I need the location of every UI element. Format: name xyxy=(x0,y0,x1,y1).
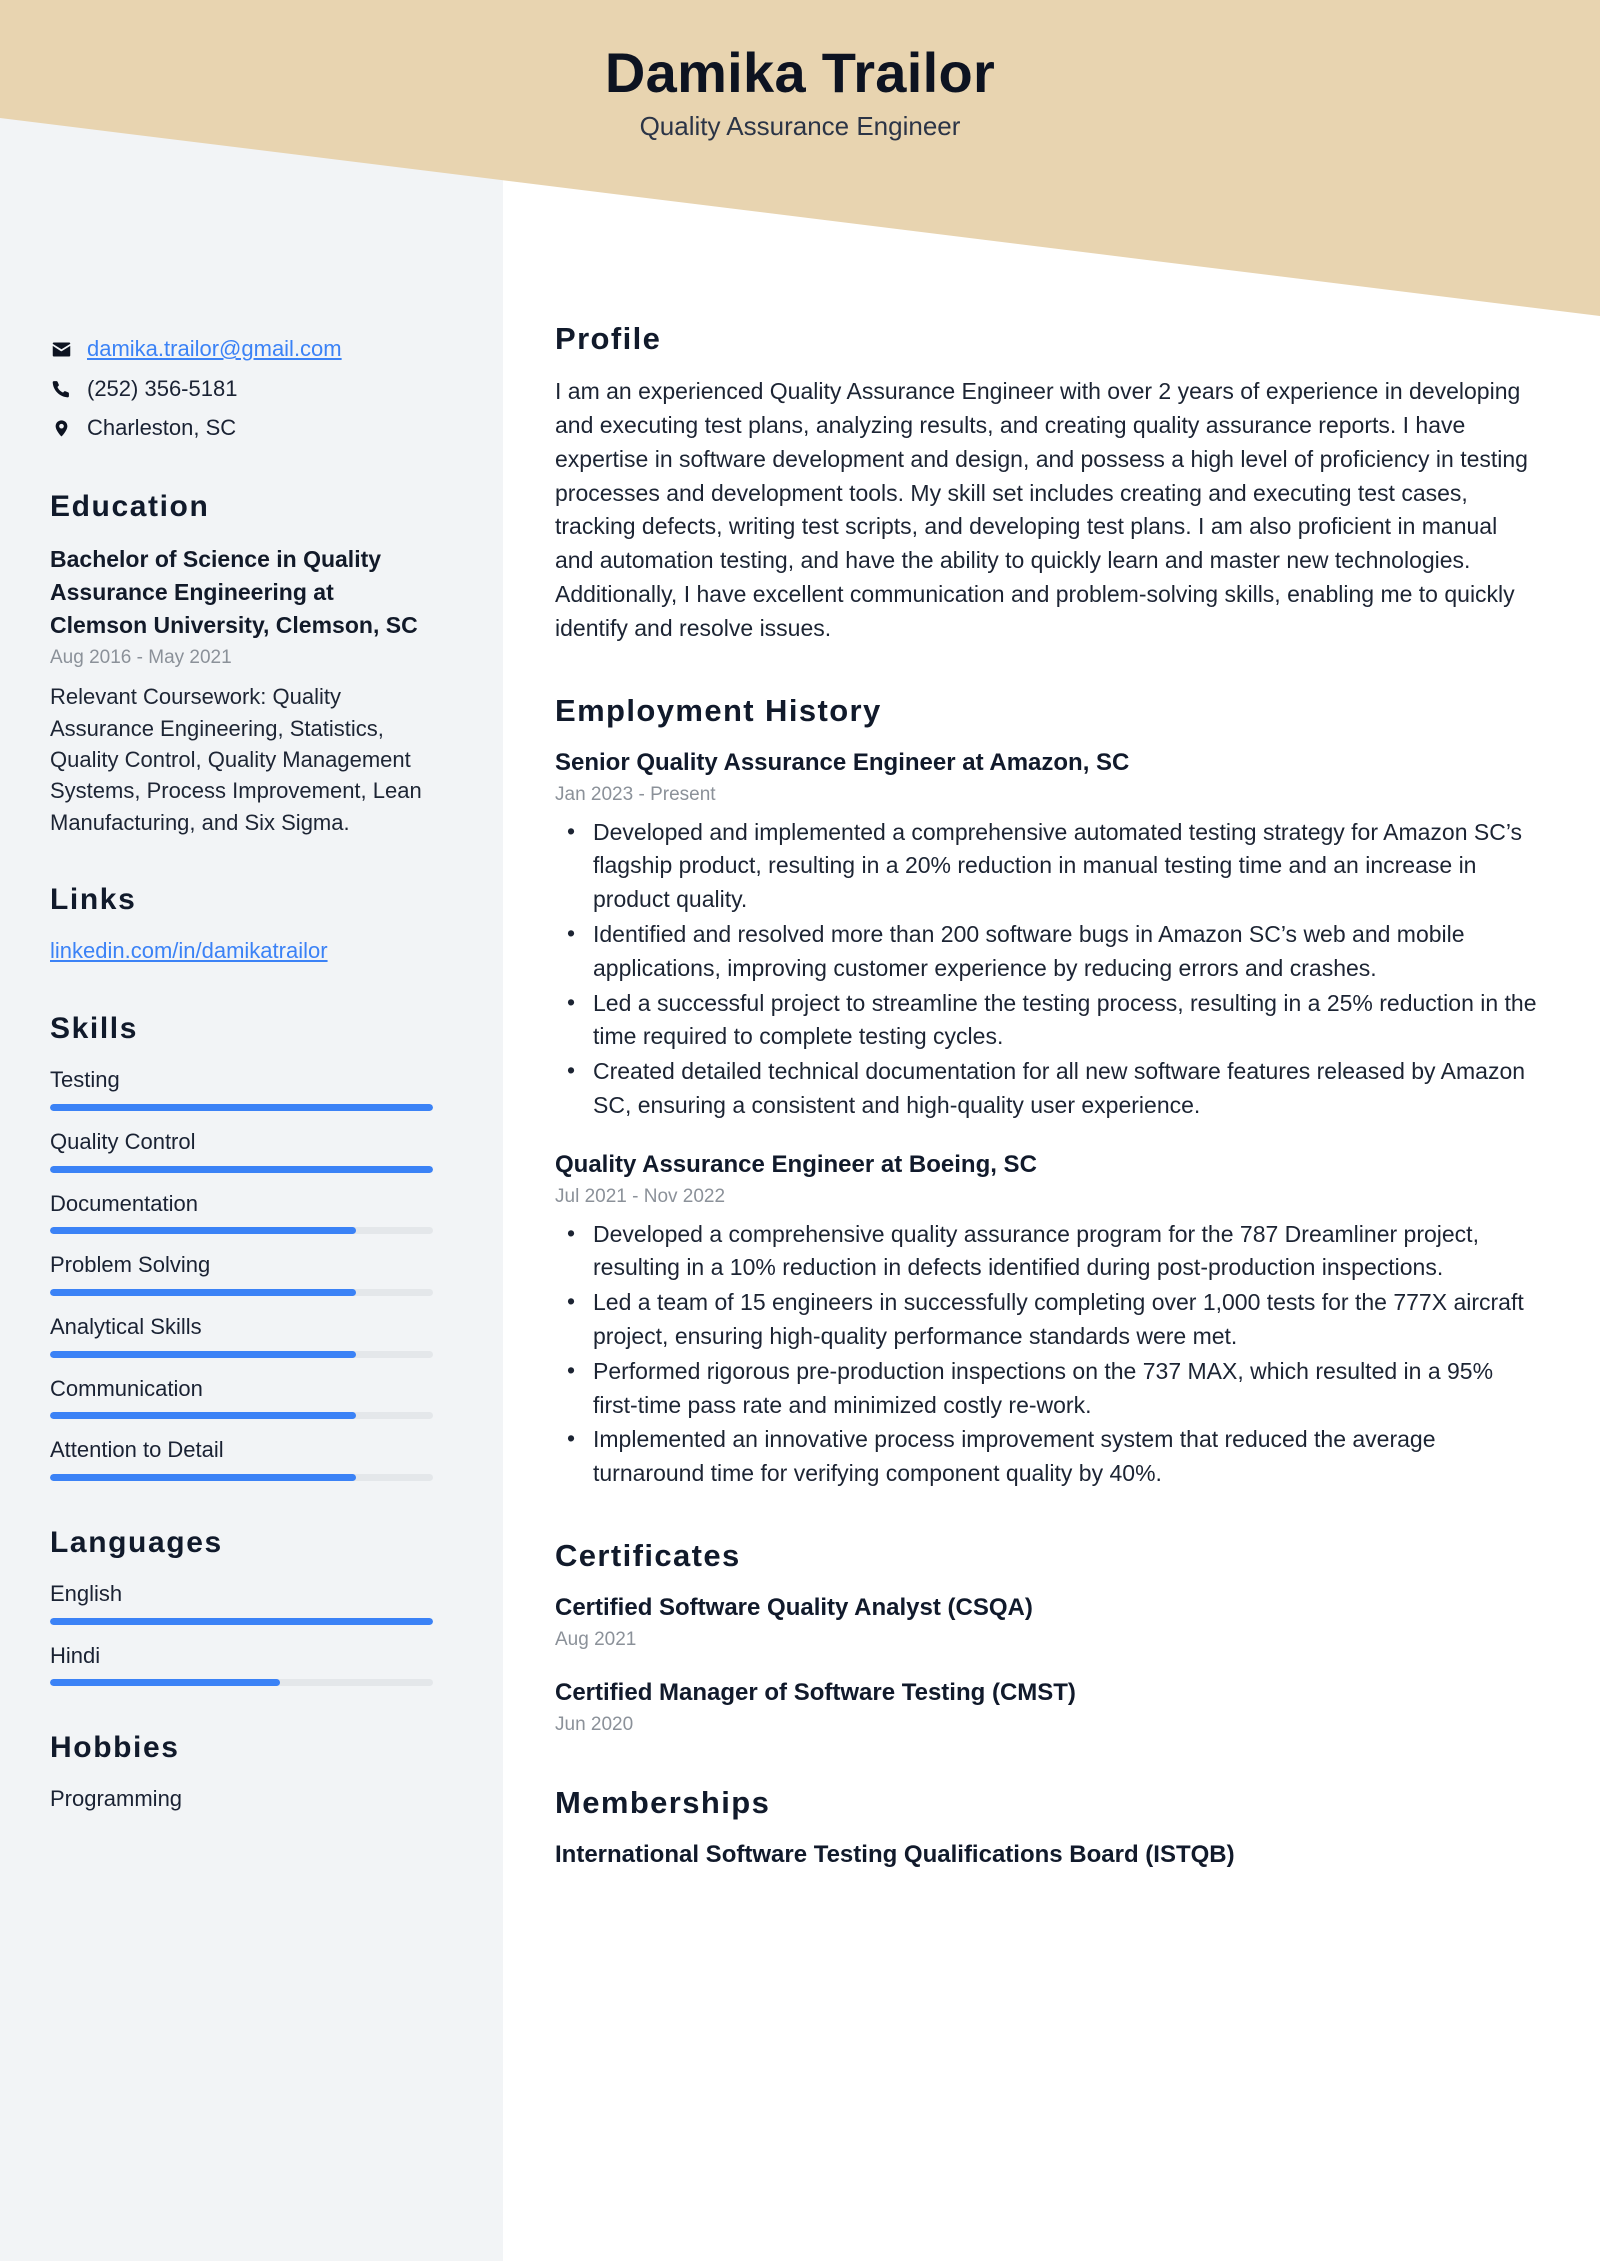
skill-label: Testing xyxy=(50,1067,120,1093)
page-title: Damika Trailor xyxy=(604,41,996,104)
employment-bullet: • Led a team of 15 engineers in successfully completing over 1,000 tests for the 777X aircraft project, ensuring high-quality performance standards were met. xyxy=(591,1286,1538,1354)
employment-entry-title: Quality Assurance Engineer at Boeing, SC xyxy=(555,1150,1037,1178)
section-hobbies xyxy=(50,1730,433,1815)
section-heading-education: Education xyxy=(50,489,210,523)
section-education xyxy=(50,489,433,839)
certificate-date: Aug 2021 xyxy=(555,1629,637,1651)
section-languages xyxy=(50,1525,433,1686)
employment-bullet: • Identified and resolved more than 200 software bugs in Amazon SC’s web and mobile applications, improving customer experience by reducing errors and crashes. xyxy=(591,918,1538,986)
skill-bar-fill xyxy=(50,1412,356,1419)
certificate-title: Certified Manager of Software Testing (CMST) xyxy=(555,1679,1076,1707)
skill-item xyxy=(50,1312,433,1358)
section-heading-links: Links xyxy=(50,883,137,917)
phone-value: (252) 356-5181 xyxy=(87,375,238,401)
main-content xyxy=(503,0,1600,1956)
certificate-entry xyxy=(555,1592,1538,1653)
employment-entry-date: Jul 2021 - Nov 2022 xyxy=(555,1185,726,1207)
skill-item xyxy=(50,1065,433,1111)
language-bar-track xyxy=(50,1618,433,1625)
skill-bar-track xyxy=(50,1412,433,1419)
profile-text: I am an experienced Quality Assurance Engineer with over 2 years of experience in developing and executing test plans, analyzing results, and creating quality assurance reports. I have expertise in software development and design, and possess a high level of proficiency in testing processes and development tools. My skill set includes creating and executing test cases, tracking defects, writing test scripts, and developing test plans. I am also proficient in manual and automation testing, and have the ability to quickly learn and master new technologies. Additionally, I have excellent communication and problem-solving skills, enabling me to quickly identify and resolve issues. xyxy=(555,378,1528,641)
section-heading-certificates: Certificates xyxy=(555,1538,741,1574)
contact-list xyxy=(50,335,433,443)
skill-item xyxy=(50,1127,433,1173)
contact-row-location xyxy=(50,414,433,443)
language-bar-track xyxy=(50,1679,433,1686)
skill-label: Communication xyxy=(50,1375,203,1401)
employment-bullet: • Performed rigorous pre-production inspections on the 737 MAX, which resulted in a 95% first-time pass rate and minimized costly re-work. xyxy=(591,1355,1538,1423)
skill-bar-track xyxy=(50,1227,433,1234)
envelope-icon xyxy=(50,338,72,360)
section-certificates xyxy=(555,1537,1538,1738)
skill-label: Problem Solving xyxy=(50,1252,211,1278)
skill-bar-fill xyxy=(50,1474,356,1481)
section-profile xyxy=(555,320,1538,646)
language-item xyxy=(50,1641,433,1687)
employment-entry-title: Senior Quality Assurance Engineer at Amazon, SC xyxy=(555,748,1130,776)
section-heading-employment: Employment History xyxy=(555,692,882,728)
contact-row-phone xyxy=(50,375,433,404)
employment-bullet: • Implemented an innovative process improvement system that reduced the average turnaround time for verifying component quality by 40%. xyxy=(591,1423,1538,1491)
language-bar-fill xyxy=(50,1679,280,1686)
section-heading-hobbies: Hobbies xyxy=(50,1731,180,1765)
section-employment-history xyxy=(555,692,1538,1491)
section-links xyxy=(50,882,433,967)
education-entry xyxy=(50,543,433,839)
language-label: Hindi xyxy=(50,1642,101,1668)
employment-bullet: • Led a successful project to streamline the testing process, resulting in a 25% reduction in the time required to complete testing cycles. xyxy=(591,987,1538,1055)
employment-bullet: • Developed a comprehensive quality assurance program for the 787 Dreamliner project, resulting in a 10% reduction in defects identified during post-production inspections. xyxy=(591,1218,1538,1286)
employment-bullet: • Developed and implemented a comprehensive automated testing strategy for Amazon SC’s flagship product, resulting in a 20% reduction in manual testing time and an increase in product quality. xyxy=(591,816,1538,917)
skill-label: Documentation xyxy=(50,1190,198,1216)
language-label: English xyxy=(50,1580,123,1606)
skill-label: Quality Control xyxy=(50,1128,196,1154)
education-entry-date: Aug 2016 - May 2021 xyxy=(50,647,232,669)
membership-title: International Software Testing Qualifications Board (ISTQB) xyxy=(555,1841,1235,1869)
employment-entry xyxy=(555,1149,1538,1491)
phone-icon xyxy=(50,378,72,400)
skill-bar-track xyxy=(50,1166,433,1173)
employment-entry xyxy=(555,747,1538,1123)
skill-label: Analytical Skills xyxy=(50,1313,202,1339)
employment-entry-date: Jan 2023 - Present xyxy=(555,783,716,805)
map-pin-icon xyxy=(50,417,72,439)
skill-bar-track xyxy=(50,1289,433,1296)
skill-bar-fill xyxy=(50,1227,356,1234)
hobby-item: Programming xyxy=(50,1786,183,1812)
sidebar xyxy=(0,0,503,1899)
header-job-title: Quality Assurance Engineer xyxy=(639,110,961,141)
section-heading-skills: Skills xyxy=(50,1012,138,1046)
email-link[interactable]: damika.trailor@gmail.com xyxy=(87,336,342,361)
location-value: Charleston, SC xyxy=(87,415,237,441)
linkedin-link[interactable]: linkedin.com/in/damikatrailor xyxy=(50,938,328,964)
language-item xyxy=(50,1579,433,1625)
education-entry-description: Relevant Coursework: Quality Assurance Engineering, Statistics, Quality Control, Quality Management Systems, Process Improvement, Lean Manufacturing, and Six Sigma. xyxy=(50,684,422,835)
employment-bullet-list xyxy=(555,816,1538,1123)
section-heading-languages: Languages xyxy=(50,1525,223,1559)
contact-row-email[interactable] xyxy=(50,335,433,364)
skill-bar-fill xyxy=(50,1104,433,1111)
skill-item xyxy=(50,1435,433,1481)
section-memberships xyxy=(555,1784,1538,1870)
section-heading-profile: Profile xyxy=(555,321,662,356)
certificate-entry xyxy=(555,1677,1538,1738)
language-bar-fill xyxy=(50,1618,433,1625)
section-heading-memberships: Memberships xyxy=(555,1784,771,1820)
skill-bar-fill xyxy=(50,1351,356,1358)
employment-bullet: • Created detailed technical documentation for all new software features released by Amazon SC, ensuring a consistent and high-quality user experience. xyxy=(591,1055,1538,1123)
link-item[interactable] xyxy=(50,936,433,967)
skill-label: Attention to Detail xyxy=(50,1437,224,1463)
skill-item xyxy=(50,1250,433,1296)
section-skills xyxy=(50,1011,433,1481)
skill-bar-track xyxy=(50,1474,433,1481)
certificate-title: Certified Software Quality Analyst (CSQA) xyxy=(555,1594,1033,1622)
skill-item xyxy=(50,1374,433,1420)
skill-bar-track xyxy=(50,1351,433,1358)
certificate-date: Jun 2020 xyxy=(555,1714,634,1736)
education-entry-title: Bachelor of Science in Quality Assurance Engineering at Clemson University, Clemson, SC xyxy=(50,545,418,638)
skill-item xyxy=(50,1189,433,1235)
skill-bar-fill xyxy=(50,1166,433,1173)
employment-bullet-list xyxy=(555,1218,1538,1491)
skill-bar-track xyxy=(50,1104,433,1111)
skill-bar-fill xyxy=(50,1289,356,1296)
